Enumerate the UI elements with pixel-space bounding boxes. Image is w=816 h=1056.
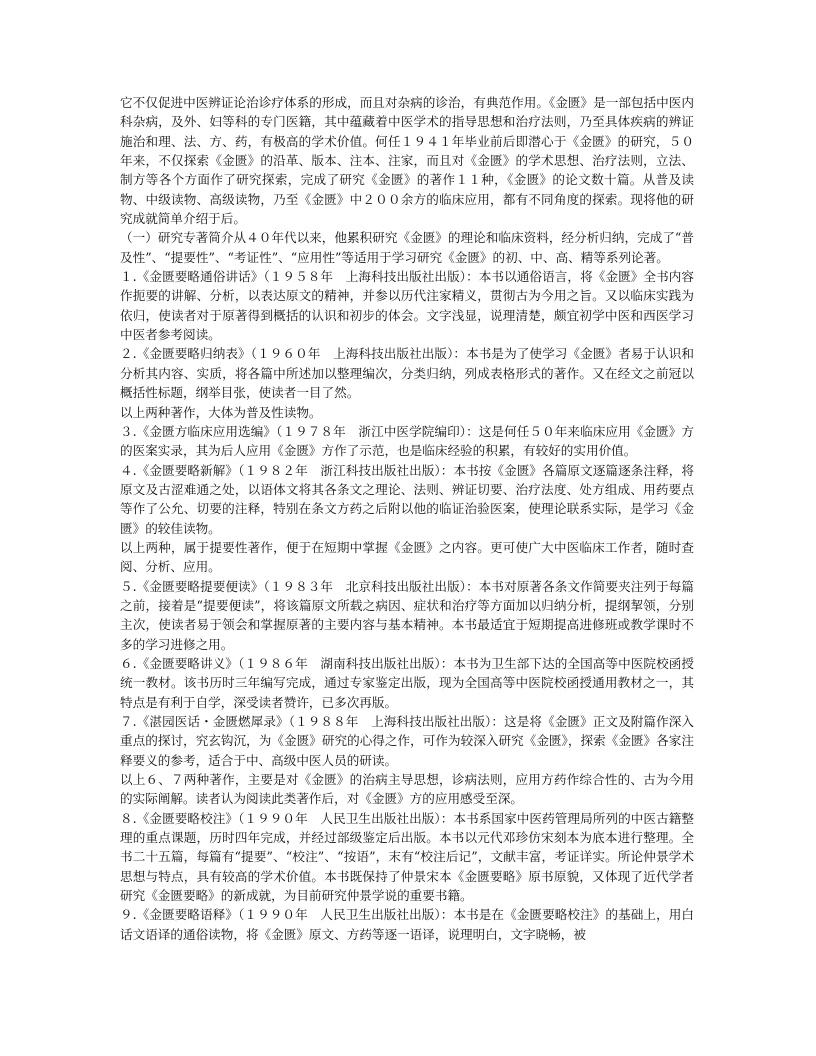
paragraph-intro: 它不仅促进中医辨证论治诊疗体系的形成，而且对杂病的诊治，有典范作用。《金匮》是一部包括中医内科杂病，及外、妇等科的专门医籍，其中蕴藏着中医学术的指导思想和治疗法则，乃至具体疾病的辨证施治和理、法、方、药，有极高的学术价值。何任１９４１年毕业前后即潜心于《金匮》的研究，５０年来，不仅探索《金匮》的沿革、版本、注本、注家，而且对《金匮》的学术思想、治疗法则，立法、制方等各个方面作了研究探索，完成了研究《金匮》的著作１１种，《金匮》的论文数十篇。从普及读物、中级读物、高级读物，乃至《金匮》中２００余方的临床应用，都有不同角度的探索。现将他的研究成就简单介绍于后。	[120, 95, 694, 227]
paragraph-item-8: ８.《金匮要略校注》（１９９０年 人民卫生出版社出版）：本书系国家中医药管理局所列的中医古籍整理的重点课题，历时四年完成，并经过部级鉴定后出版。本书以元代邓珍仿宋刻本为底本进行整理。全书二十五篇，每篇有“提要”、“校注”、“按语”，末有“校注后记”，文献丰富，考证详实。所论仲景学术思想与特点，具有较高的学术价值。本书既保持了仲景宋本《金匮要略》原书原貌，又体现了近代学者研究《金匮要略》的新成就，为目前研究仲景学说的重要书籍。	[120, 810, 694, 904]
paragraph-summary-2: 以上两种，属于提要性著作，便于在短期中掌握《金匮》之内容。更可使广大中医临床工作者，随时查阅、分析、应用。	[120, 539, 694, 575]
paragraph-item-5: ５.《金匮要略提要便读》（１９８３年 北京科技出版社出版）：本书对原著各条文作简要夹注列于每篇之前，接着是“提要便读”，将该篇原文所载之病因、症状和治疗等方面加以归纳分析，提纲挈领，分别主次，使读者易于领会和掌握原著的主要内容与基本精神。本书最适宜于短期提高进修班或教学课时不多的学习进修之用。	[120, 578, 694, 652]
paragraph-item-3: ３.《金匮方临床应用选编》（１９７８年 浙江中医学院编印）：这是何任５０年来临床应用《金匮》方的医案实录，其为后人应用《金匮》方作了示范，也是临床经验的积累，有较好的实用价值。	[120, 423, 694, 459]
document-page	[120, 93, 694, 944]
paragraph-item-2: ２.《金匮要略归纳表》（１９６０年 上海科技出版社出版）：本书是为了使学习《金匮》者易于认识和分析其内容、实质，将各篇中所述加以整理编次，分类归纳，列成表格形式的著作。又在经文之前冠以概括性标题，纲举目张，使读者一目了然。	[120, 346, 694, 401]
paragraph-section-one: （一）研究专著简介从４０年代以来，他累积研究《金匮》的理论和临床资料，经分析归纳，完成了“普及性”、“提要性”、“考证性”、“应用性”等适用于学习研究《金匮》的初、中、高、精等系列论著。	[120, 230, 694, 265]
paragraph-summary-3: 以上６、７两种著作，主要是对《金匮》的治病主导思想，诊病法则，应用方药作综合性的、古为今用的实际阐解。读者认为阅读此类著作后，对《金匮》方的应用感受至深。	[120, 772, 694, 807]
paragraph-item-7: ７.《湛园医话・金匮燃犀录》（１９８８年 上海科技出版社出版）：这是将《金匮》正文及附篇作深入重点的探讨，究玄钩沉，为《金匮》研究的心得之作，可作为较深入研究《金匮》，探索《金匮》各家注释要义的参考，适合于中、高级中医人员的研读。	[120, 714, 694, 768]
paragraph-summary-1: 以上两种著作，大体为普及性读物。	[120, 404, 322, 420]
paragraph-item-6: ６.《金匮要略讲义》（１９８６年 湖南科技出版社出版）：本书为卫生部下达的全国高等中医院校函授统一教材。该书历时三年编写完成，通过专家鉴定出版，现为全国高等中医院校函授通用教材之一，其特点是有利于自学，深受读者赞许，已多次再版。	[120, 655, 694, 710]
paragraph-item-4: ４.《金匮要略新解》（１９８２年 浙江科技出版社出版）：本书按《金匮》各篇原文逐篇逐条注释，将原文及古涩难通之处，以语体文将其各条文之理论、法则、辨证切要、治疗法度、处方组成、用药要点等作了公允、切要的注释，特别在条文方药之后附以他的临证治验医案，使理论联系实际，是学习《金匮》的较佳读物。	[120, 462, 694, 536]
paragraph-item-9: ９.《金匮要略语释》（１９９０年 人民卫生出版社出版）：本书是在《金匮要略校注》的基础上，用白话文语译的通俗读物，将《金匮》原文、方药等逐一语译，说理明白，文字晓畅，被	[120, 907, 694, 942]
paragraph-item-1: １.《金匮要略通俗讲话》（１９５８年 上海科技出版社出版）：本书以通俗语言，将《金匮》全书内容作扼要的讲解、分析，以表达原文的精神，并参以历代注家精义，贯彻古为今用之旨。又以临床实践为依归，使读者对于原著得到概括的认识和初步的体会。文字浅显，说理清楚，颇宜初学中医和西医学习中医者参考阅读。	[120, 269, 694, 343]
